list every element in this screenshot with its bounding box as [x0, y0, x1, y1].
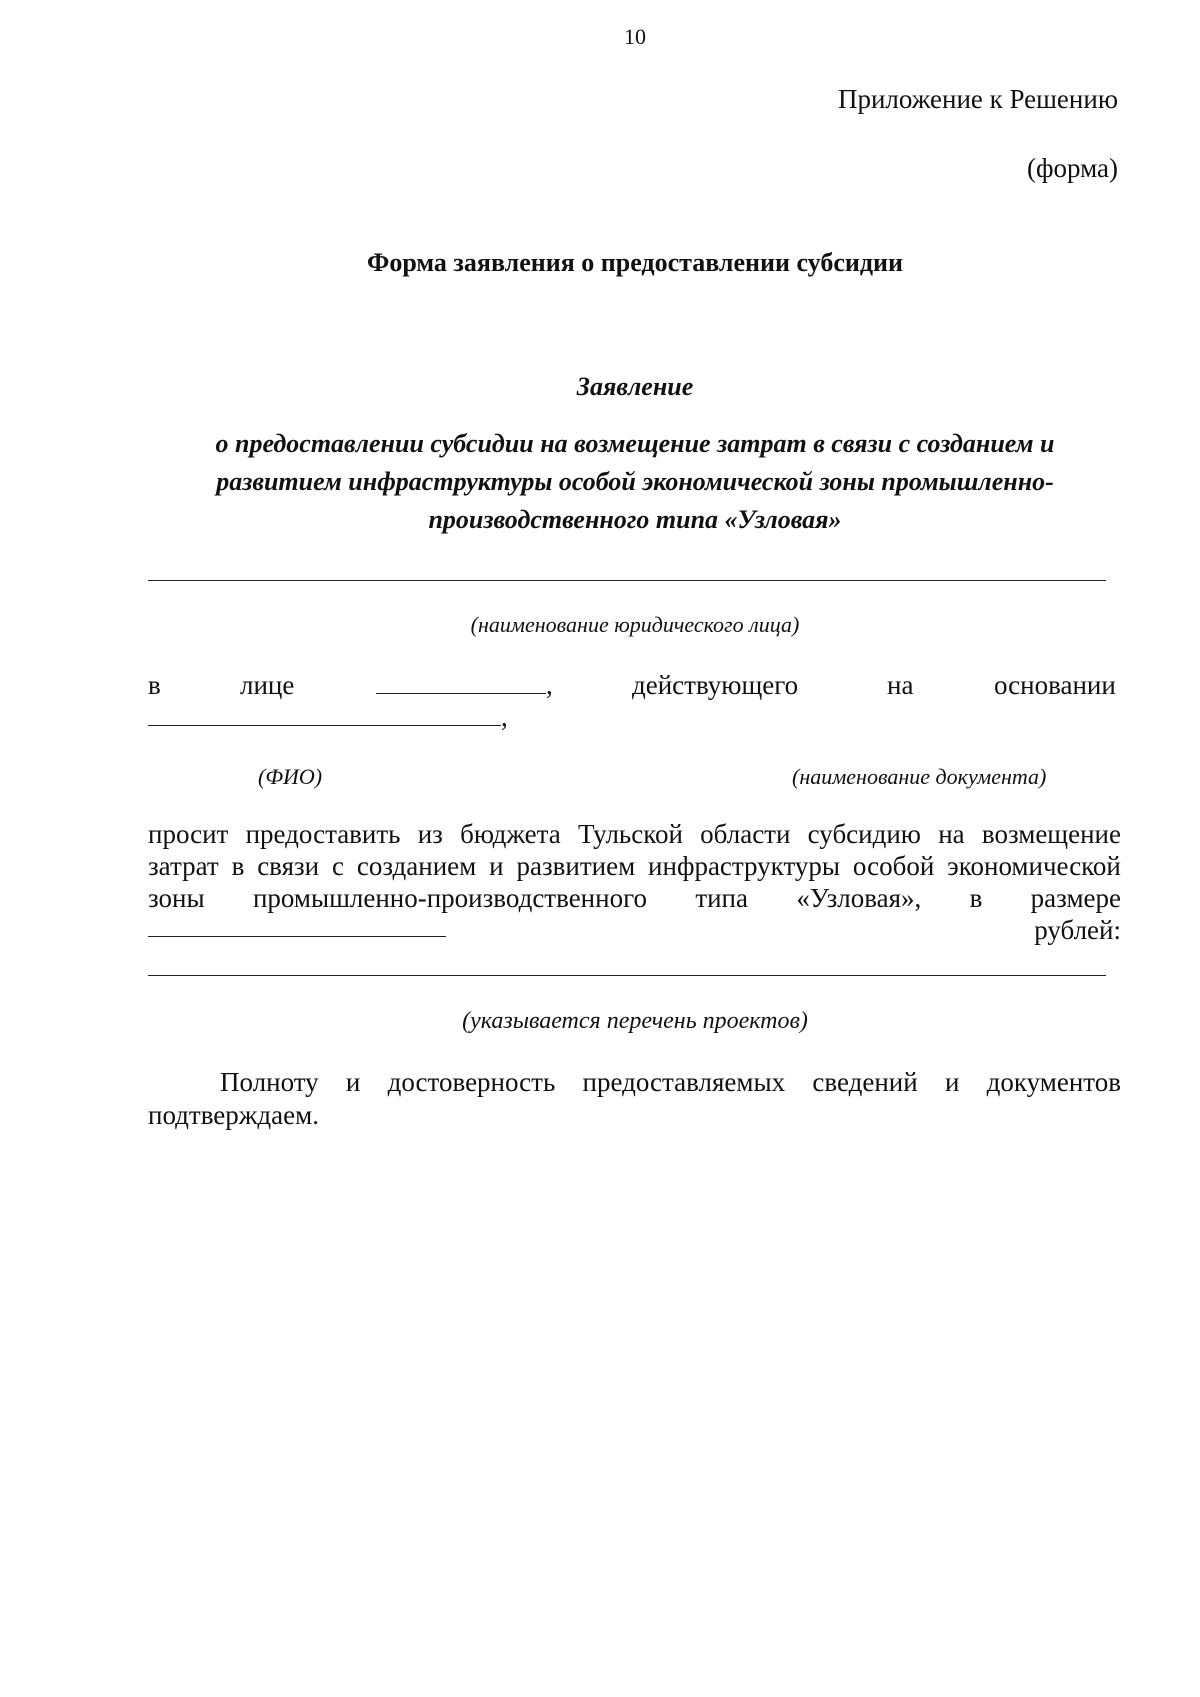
word: зоны [148, 883, 205, 913]
statement-heading: Заявление [576, 372, 694, 401]
word: области [700, 819, 791, 849]
word: размере [1030, 883, 1121, 913]
word-v: в [148, 670, 161, 700]
word-litse: лице [240, 670, 295, 700]
word: достоверность [387, 1067, 556, 1097]
projects-blank[interactable] [148, 975, 1106, 976]
comma: , [501, 702, 508, 732]
word: Тульской [578, 819, 683, 849]
word: сведений [812, 1067, 918, 1097]
form-mark: (форма) [1027, 153, 1118, 183]
word: на [938, 819, 965, 849]
page-number: 10 [624, 24, 646, 49]
word: «Узловая», [796, 883, 922, 913]
word-na: на [887, 670, 914, 700]
word: типа [695, 883, 748, 913]
word: бюджета [460, 819, 561, 849]
word: Полноту [220, 1067, 319, 1097]
statement-subject-line: развитием инфраструктуры особой экономической зоны промышленно- [216, 467, 1054, 496]
word-osnovanii: основании [994, 670, 1116, 700]
projects-caption: (указывается перечень проектов) [462, 1008, 808, 1034]
word: затрат [148, 851, 219, 881]
word: особой [852, 851, 935, 881]
word: промышленно-производственного [252, 883, 647, 913]
word: субсидию [807, 819, 921, 849]
document-blank-wrap [148, 702, 508, 733]
statement-subject-line: о предоставлении субсидии на возмещение затрат в связи с созданием и [215, 429, 1055, 458]
request-paragraph [148, 818, 1121, 946]
confirmation-line-2: подтверждаем. [148, 1100, 319, 1130]
fio-blank[interactable] [376, 671, 546, 694]
word: созданием [356, 851, 477, 881]
legal-entity-blank[interactable] [148, 580, 1106, 581]
document-blank[interactable] [148, 703, 501, 726]
word: документов [986, 1067, 1121, 1097]
form-title: Форма заявления о предоставлении субсидии [367, 248, 903, 277]
word: предоставить [245, 819, 401, 849]
word: из [417, 819, 443, 849]
legal-entity-caption: (наименование юридического лица) [470, 612, 800, 637]
statement-subject [170, 425, 1100, 539]
request-line-1 [148, 818, 1121, 850]
word: в [969, 883, 983, 913]
word: связи [257, 851, 320, 881]
request-line-3 [148, 882, 1121, 914]
word: предоставляемых [582, 1067, 786, 1097]
amount-blank[interactable] [148, 914, 446, 937]
document-caption: (наименование документа) [792, 764, 1047, 789]
word: экономической [947, 851, 1121, 881]
word: в [231, 851, 245, 881]
word: возмещение [981, 819, 1121, 849]
word: и [489, 851, 504, 881]
word: развитием [516, 851, 636, 881]
fio-caption: (ФИО) [258, 764, 323, 789]
confirmation-line-1 [148, 1066, 1121, 1099]
word: с [332, 851, 344, 881]
word-deystvuyushchego: действующего [632, 670, 799, 700]
rubles-label: рублей: [1034, 915, 1121, 945]
word: и [944, 1067, 960, 1097]
request-line-2 [148, 850, 1121, 882]
fio-blank-wrap [376, 670, 553, 701]
statement-subject-line: производственного типа «Узловая» [428, 505, 842, 534]
request-line-4 [148, 914, 1121, 946]
word: инфраструктуры [648, 851, 841, 881]
confirmation-paragraph [148, 1066, 1121, 1132]
appendix-label: Приложение к Решению [837, 84, 1118, 114]
comma: , [546, 670, 553, 700]
word: просит [148, 819, 229, 849]
word: и [345, 1067, 361, 1097]
